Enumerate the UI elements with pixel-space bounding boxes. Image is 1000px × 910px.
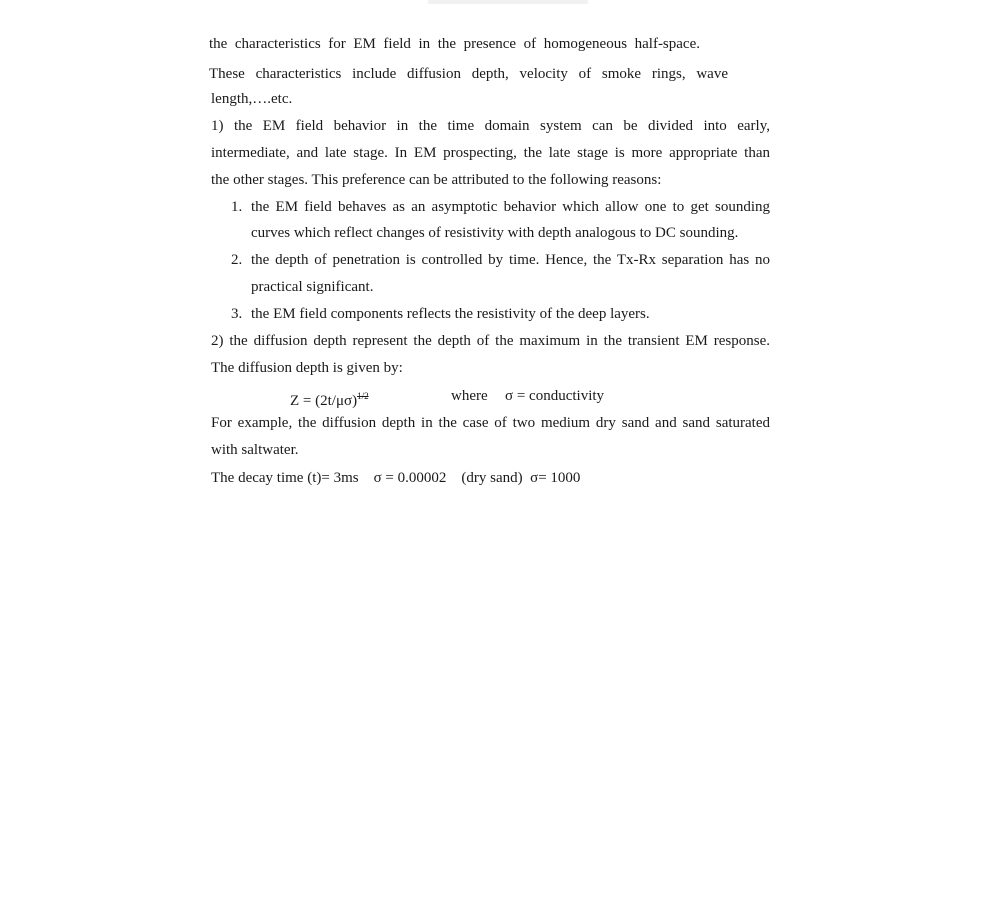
paragraph-1-line-3: the other stages. This preference can be attributed to the following reasons:: [211, 172, 662, 188]
formula-where-label: where: [451, 388, 488, 404]
example-line-1: For example, the diffusion depth in the case of two medium dry sand and sand saturated: [211, 415, 770, 431]
reason-line: the EM field behaves as an asymptotic behavior which allow one to get sounding: [251, 199, 770, 215]
reason-line: curves which reflect changes of resistivity with depth analogous to DC sounding.: [251, 225, 739, 241]
paragraph-1-line-1: 1) the EM field behavior in the time domain system can be divided into early,: [211, 118, 770, 134]
characteristics-line-2: length,….etc.: [211, 91, 293, 107]
formula-exponent: 1/2: [357, 391, 369, 401]
cropped-text-remnant: [428, 0, 588, 4]
decay-time-line: The decay time (t)= 3ms σ = 0.00002 (dry sand) σ= 1000: [211, 470, 581, 486]
reason-line: practical significant.: [251, 279, 374, 295]
reason-line: the depth of penetration is controlled by time. Hence, the Tx-Rx separation has no: [251, 252, 770, 268]
reason-number: 3.: [231, 306, 243, 322]
formula-expression: Z = (2t/μσ): [290, 393, 358, 409]
characteristics-line-1: These characteristics include diffusion depth, velocity of smoke rings, wave: [209, 66, 728, 82]
reason-number: 1.: [231, 199, 243, 215]
example-line-2: with saltwater.: [211, 442, 299, 458]
diffusion-depth-formula: [290, 387, 369, 410]
paragraph-2-line-2: The diffusion depth is given by:: [211, 360, 403, 376]
paragraph-2-line-1: 2) the diffusion depth represent the depth of the maximum in the transient EM response.: [211, 333, 770, 349]
intro-line: the characteristics for EM field in the presence of homogeneous half-space.: [209, 36, 700, 52]
sigma-definition: σ = conductivity: [505, 388, 605, 404]
paragraph-1-line-2: intermediate, and late stage. In EM prospecting, the late stage is more appropriate than: [211, 145, 770, 161]
reason-number: 2.: [231, 252, 243, 268]
reason-line: the EM field components reflects the resistivity of the deep layers.: [251, 306, 650, 322]
